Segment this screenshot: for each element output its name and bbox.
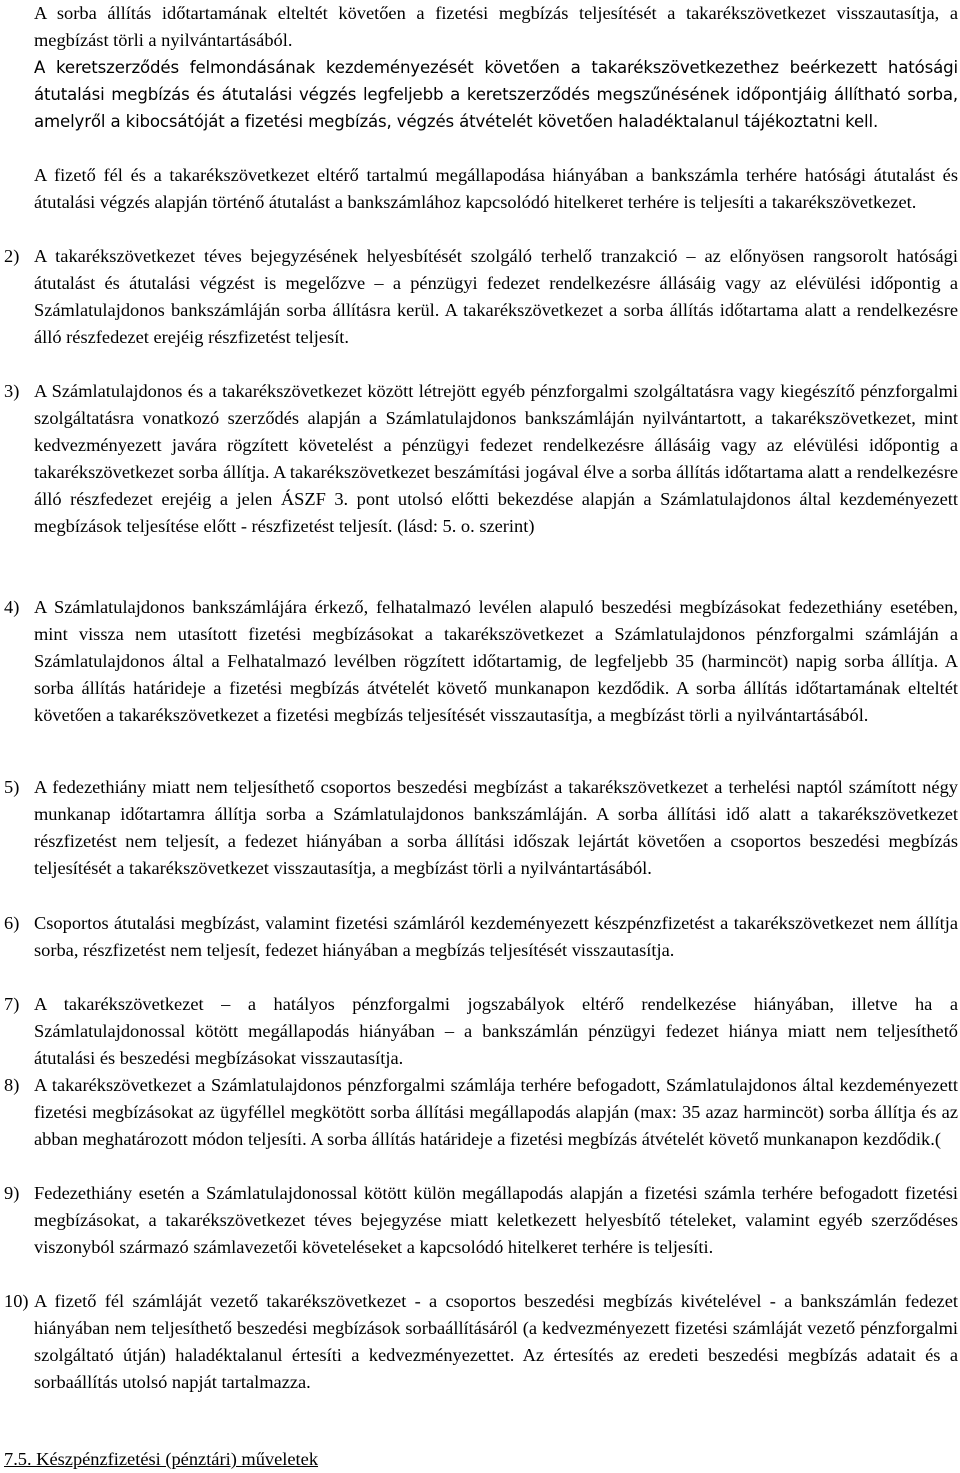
- list-item-number: 7): [4, 994, 20, 1014]
- list-item-text: Fedezethiány esetén a Számlatulajdonossal kötött külön megállapodás alapján a fizetési számla terhére befogadott fizetési megbízásokat, a takarékszövetkezet téves bejegyzése miatt keletkezett helyesbítő tételeket, valamint egyéb szerződéses viszonyból származó számlavezetői követeléseket a kapcsolódó hitelkeret terhére is teljesíti.: [34, 1183, 958, 1258]
- list-item-8: [4, 1072, 958, 1153]
- list-item-text: A Számlatulajdonos bankszámlájára érkező, felhatalmazó levélen alapuló beszedési megbízásokat fedezethiány esetében, mint vissza nem utasított fizetési megbízásokat a takarékszövetkezet a Számlatulajdonos pénzforgalmi számláján a Számlatulajdonos által a Felhatalmazó levélben rögzített időtartamig, de legfeljebb 35 (harmincöt) napig sorba állítja. A sorba állítás határideje a fizetési megbízás átvételét követő munkanapon kezdődik. A sorba állítás időtartamának elteltét követően a takarékszövetkezet a fizetési megbízás teljesítését visszautasítja, a megbízást törli a nyilvántartásából.: [34, 597, 958, 726]
- list-item-3: [4, 378, 958, 541]
- list-item-text: A fizető fél számláját vezető takarékszövetkezet - a csoportos beszedési megbízás kivételével - a bankszámlán fedezet hiányában nem teljesíthető beszedési megbízások sorbaállításáról (a kedvezményezett fizetési számláját vezető pénzforgalmi szolgáltató útján) haladéktalanul értesíti a kedvezményezettet. Az értesítés az eredeti beszedési megbízás adatait és a sorbaállítás utolsó napját tartalmazza.: [34, 1291, 958, 1393]
- list-item-9: [4, 1180, 958, 1261]
- list-item-text: A takarékszövetkezet a Számlatulajdonos pénzforgalmi számlája terhére befogadott, Számlatulajdonos által kezdeményezett fizetési megbízásokat az ügyféllel megkötött sorba állítási megállapodás alapján (max: 35 azaz harmincöt) sorba állítja és az abban meghatározott módon teljesíti. A sorba állítás határideje a fizetési megbízás átvételét követő munkanapon kezdődik.(: [34, 1075, 958, 1150]
- list-item-text: A Számlatulajdonos és a takarékszövetkezet között létrejött egyéb pénzforgalmi szolgáltatásra vagy kiegészítő pénzforgalmi szolgáltatásra vonatkozó szerződés alapján a Számlatulajdonos bankszámláján nyilvántartott, a takarékszövetkezet, mint kedvezményezett javára rögzített követelést a pénzügyi fedezet rendelkezésre állásáig vagy az elévülési időpontig a takarékszövetkezet sorba állítja. A takarékszövetkezet beszámítási jogával élve a sorba állítás időtartama alatt a rendelkezésre álló részfedezet erejéig a jelen ÁSZF 3. pont utolsó előtti bekezdése alapján a Számlatulajdonos által kezdeményezett megbízások teljesítése előtt - részfizetést teljesít. (lásd: 5. o. szerint): [34, 381, 958, 537]
- list-item-6: [4, 910, 958, 964]
- section-heading-text: 7.5. Készpénzfizetési (pénztári) műveletek: [4, 1449, 319, 1469]
- list-item-4: [4, 594, 958, 729]
- list-item-number: 6): [4, 913, 20, 933]
- paragraph-keretszerzodes-felmondas: A keretszerződés felmondásának kezdeményezését követően a takarékszövetkezethez beérkezett hatósági átutalási megbízás és átutalási végzés legfeljebb a keretszerződés megszűnésének időpontjáig állítható sorba, amelyről a kibocsátóját a fizetési megbízás, végzés átvételét követően haladéktalanul tájékoztatni kell.: [34, 58, 958, 132]
- list-item-number: 8): [4, 1075, 20, 1095]
- list-item-text: Csoportos átutalási megbízást, valamint fizetési számláról kezdeményezett készpénzfizetést a takarékszövetkezet nem állítja sorba, részfizetést nem teljesít, fedezet hiányában a megbízás teljesítését visszautasítja.: [34, 913, 958, 961]
- list-item-text: A fedezethiány miatt nem teljesíthető csoportos beszedési megbízást a takarékszövetkezet a terhelési naptól számított négy munkanap időtartamra állítja sorba a Számlatulajdonos bankszámláján. A sorba állítási idő alatt a takarékszövetkezet részfizetést nem teljesít, a fedezet hiányában a sorba állítási időszak lejártát követően a csoportos beszedési megbízás teljesítését a takarékszövetkezet visszautasítja, a megbízást törli a nyilvántartásából.: [34, 777, 958, 879]
- list-item-10: [4, 1288, 958, 1396]
- paragraph-sorba-allitas-visszautasitas: A sorba állítás időtartamának elteltét követően a fizetési megbízás teljesítését a takarékszövetkezet visszautasítja, a megbízást törli a nyilvántartásából.: [34, 3, 958, 51]
- paragraph-hitelkeret-teljesites: A fizető fél és a takarékszövetkezet eltérő tartalmú megállapodása hiányában a bankszámla terhére hatósági átutalást és átutalási végzés alapján történő átutalást a bankszámlához kapcsolódó hitelkeret terhére is teljesíti a takarékszövetkezet.: [34, 165, 958, 213]
- list-item-number: 4): [4, 597, 20, 617]
- list-item-number: 5): [4, 777, 20, 797]
- list-item-text: A takarékszövetkezet – a hatályos pénzforgalmi jogszabályok eltérő rendelkezése hiányában, illetve ha a Számlatulajdonossal kötött megállapodás hiányában – a bankszámlán pénzügyi fedezet hiánya miatt nem teljesíthető átutalási és beszedési megbízásokat visszautasítja.: [34, 994, 958, 1069]
- list-item-number: 9): [4, 1183, 20, 1203]
- list-item-7: [4, 991, 958, 1072]
- list-item-number: 3): [4, 381, 20, 401]
- list-item-2: [4, 243, 958, 351]
- list-item-number: 2): [4, 246, 20, 266]
- list-item-text: A takarékszövetkezet téves bejegyzésének helyesbítését szolgáló terhelő tranzakció – az előnyösen rangsorolt hatósági átutalást és átutalási végzést is megelőzve – a pénzügyi fedezet rendelkezésre állásáig vagy az elévülési időpontig a Számlatulajdonos bankszámláján sorba állításra kerül. A takarékszövetkezet a sorba állítás időtartama alatt a rendelkezésre álló részfedezet erejéig részfizetést teljesít.: [34, 246, 958, 348]
- list-item-5: [4, 774, 958, 882]
- list-item-number: 10): [4, 1291, 29, 1311]
- section-heading: [4, 1446, 318, 1473]
